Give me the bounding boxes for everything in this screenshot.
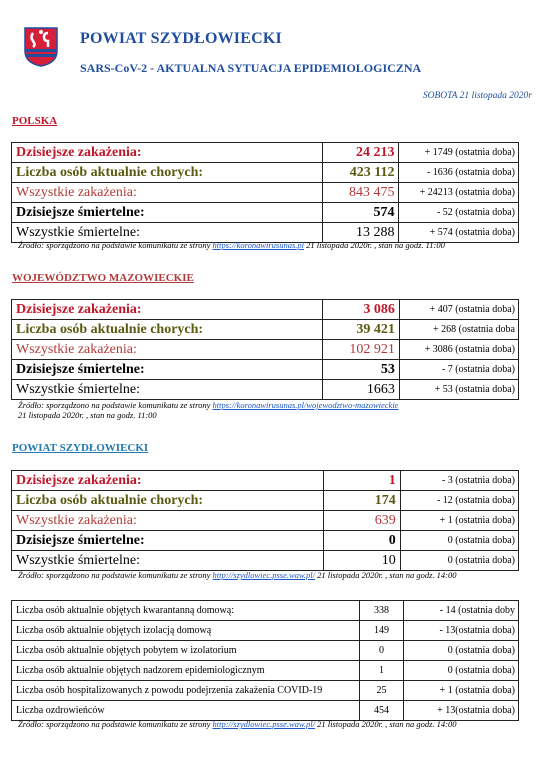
stat-change: + 1749 (ostatnia doba) xyxy=(399,143,519,163)
additional-stats-table xyxy=(11,600,519,721)
stat-label: Dzisiejsze śmiertelne: xyxy=(12,360,323,380)
mazowieckie-stats-table xyxy=(11,299,519,400)
table-row xyxy=(12,143,519,163)
source-note: Źródło: sporządzono na podstawie komunikatu ze strony http://szydlowiec.psse.waw.pl/ 21 listopada 2020r. , stan na godz. 14:00 xyxy=(18,719,457,729)
stat-change: + 24213 (ostatnia doba) xyxy=(399,183,519,203)
table-row xyxy=(12,701,519,721)
stat-value: 149 xyxy=(359,621,403,641)
stat-label: Dzisiejsze śmiertelne: xyxy=(12,203,323,223)
table-row xyxy=(12,681,519,701)
table-row xyxy=(12,163,519,183)
source-link[interactable]: http://szydlowiec.psse.waw.pl/ xyxy=(212,719,316,729)
table-row xyxy=(12,661,519,681)
stat-label: Liczba osób aktualnie chorych: xyxy=(12,163,323,183)
table-row xyxy=(12,601,519,621)
stat-label: Wszystkie śmiertelne: xyxy=(12,223,323,243)
stat-label: Dzisiejsze zakażenia: xyxy=(12,300,323,320)
stat-change: + 407 (ostatnia doba) xyxy=(399,300,518,320)
stat-label: Wszystkie zakażenia: xyxy=(12,340,323,360)
stat-value: 39 421 xyxy=(322,320,399,340)
stat-label: Dzisiejsze zakażenia: xyxy=(12,143,323,163)
table-row xyxy=(12,183,519,203)
table-row xyxy=(12,511,519,531)
stat-label: Wszystkie zakażenia: xyxy=(12,183,323,203)
stat-change: 0 (ostatnia doba) xyxy=(404,661,519,681)
stat-label: Dzisiejsze zakażenia: xyxy=(12,471,324,491)
stat-value: 454 xyxy=(359,701,403,721)
source-note: Źródło: sporządzono na podstawie komunikatu ze strony http://szydlowiec.psse.waw.pl/ 21 listopada 2020r. , stan na godz. 14:00 xyxy=(18,570,457,580)
stat-label: Liczba osób aktualnie chorych: xyxy=(12,491,324,511)
stat-change: + 3086 (ostatnia doba) xyxy=(399,340,518,360)
stat-label: Liczba ozdrowieńców xyxy=(12,701,360,721)
table-row xyxy=(12,551,519,571)
stat-change: 0 (ostatnia doba) xyxy=(400,531,518,551)
source-link[interactable]: https://koronawirusunas.pl xyxy=(212,240,305,250)
stat-change: + 268 (ostatnia doba xyxy=(399,320,518,340)
table-row xyxy=(12,491,519,511)
stat-value: 174 xyxy=(323,491,400,511)
stat-label: Liczba osób aktualnie objętych kwarantanną domową: xyxy=(12,601,360,621)
stat-change: + 574 (ostatnia doba) xyxy=(399,223,519,243)
stat-value: 338 xyxy=(359,601,403,621)
source-link[interactable]: https://koronawirusunas.pl/wojewodztwo-mazowieckie xyxy=(212,400,399,410)
stat-value: 3 086 xyxy=(322,300,399,320)
stat-value: 53 xyxy=(322,360,399,380)
stat-value: 0 xyxy=(359,641,403,661)
stat-value: 1663 xyxy=(322,380,399,400)
stat-change: - 14 (ostatnia doby xyxy=(404,601,519,621)
stat-label: Wszystkie zakażenia: xyxy=(12,511,324,531)
section-heading-powiat: POWIAT SZYDŁOWIECKI xyxy=(12,442,149,454)
stat-value: 10 xyxy=(323,551,400,571)
table-row xyxy=(12,320,519,340)
stat-label: Dzisiejsze śmiertelne: xyxy=(12,531,324,551)
source-link[interactable]: http://szydlowiec.psse.waw.pl/ xyxy=(212,570,316,580)
table-row xyxy=(12,531,519,551)
stat-value: 25 xyxy=(359,681,403,701)
stat-change: - 12 (ostatnia doba) xyxy=(400,491,518,511)
stat-value: 574 xyxy=(322,203,399,223)
table-row xyxy=(12,340,519,360)
stat-change: - 3 (ostatnia doba) xyxy=(400,471,518,491)
table-row xyxy=(12,360,519,380)
stat-change: - 52 (ostatnia doba) xyxy=(399,203,519,223)
source-note: Źródło: sporządzono na podstawie komunikatu ze strony https://koronawirusunas.pl 21 listopada 2020r. , stan na godz. 11:00 xyxy=(18,240,445,250)
section-heading-polska: POLSKA xyxy=(12,115,58,127)
stat-value: 102 921 xyxy=(322,340,399,360)
stat-value: 1 xyxy=(359,661,403,681)
stat-change: - 13(ostatnia doba) xyxy=(404,621,519,641)
table-row xyxy=(12,380,519,400)
source-note: Źródło: sporządzono na podstawie komunikatu ze strony https://koronawirusunas.pl/wojewodztwo-mazowieckie 21 listopada 2020r. , stan na godz. 11:00 xyxy=(18,400,399,420)
stat-label: Liczba osób aktualnie objętych izolacją domową xyxy=(12,621,360,641)
report-date: SOBOTA 21 listopada 2020r xyxy=(422,91,532,101)
stat-change: 0 (ostatnia doba) xyxy=(400,551,518,571)
page-subtitle: SARS-CoV-2 - AKTUALNA SYTUACJA EPIDEMIOLOGICZNA xyxy=(80,61,422,75)
page-title: POWIAT SZYDŁOWIECKI xyxy=(80,30,282,47)
stat-change: + 53 (ostatnia doba) xyxy=(399,380,518,400)
polska-stats-table xyxy=(11,142,519,243)
stat-label: Liczba osób aktualnie chorych: xyxy=(12,320,323,340)
section-heading-mazowieckie: WOJEWÓDZTWO MAZOWIECKIE xyxy=(12,272,194,284)
table-row xyxy=(12,641,519,661)
stat-value: 423 112 xyxy=(322,163,399,183)
stat-label: Liczba osób hospitalizowanych z powodu podejrzenia zakażenia COVID-19 xyxy=(12,681,360,701)
stat-value: 0 xyxy=(323,531,400,551)
stat-value: 639 xyxy=(323,511,400,531)
powiat-stats-table xyxy=(11,470,519,571)
stat-value: 24 213 xyxy=(322,143,399,163)
stat-change: 0 (ostatnia doba) xyxy=(404,641,519,661)
table-row xyxy=(12,621,519,641)
stat-value: 1 xyxy=(323,471,400,491)
table-row xyxy=(12,300,519,320)
coat-of-arms-logo xyxy=(24,27,58,67)
stat-change: + 13(ostatnia doba) xyxy=(404,701,519,721)
stat-label: Wszystkie śmiertelne: xyxy=(12,551,324,571)
stat-label: Liczba osób aktualnie objętych nadzorem epidemiologicznym xyxy=(12,661,360,681)
stat-label: Wszystkie śmiertelne: xyxy=(12,380,323,400)
stat-value: 13 288 xyxy=(322,223,399,243)
stat-value: 843 475 xyxy=(322,183,399,203)
table-row xyxy=(12,203,519,223)
stat-label: Liczba osób aktualnie objętych pobytem w izolatorium xyxy=(12,641,360,661)
table-row xyxy=(12,471,519,491)
stat-change: - 7 (ostatnia doba) xyxy=(399,360,518,380)
stat-change: - 1636 (ostatnia doba) xyxy=(399,163,519,183)
stat-change: + 1 (ostatnia doba) xyxy=(404,681,519,701)
stat-change: + 1 (ostatnia doba) xyxy=(400,511,518,531)
